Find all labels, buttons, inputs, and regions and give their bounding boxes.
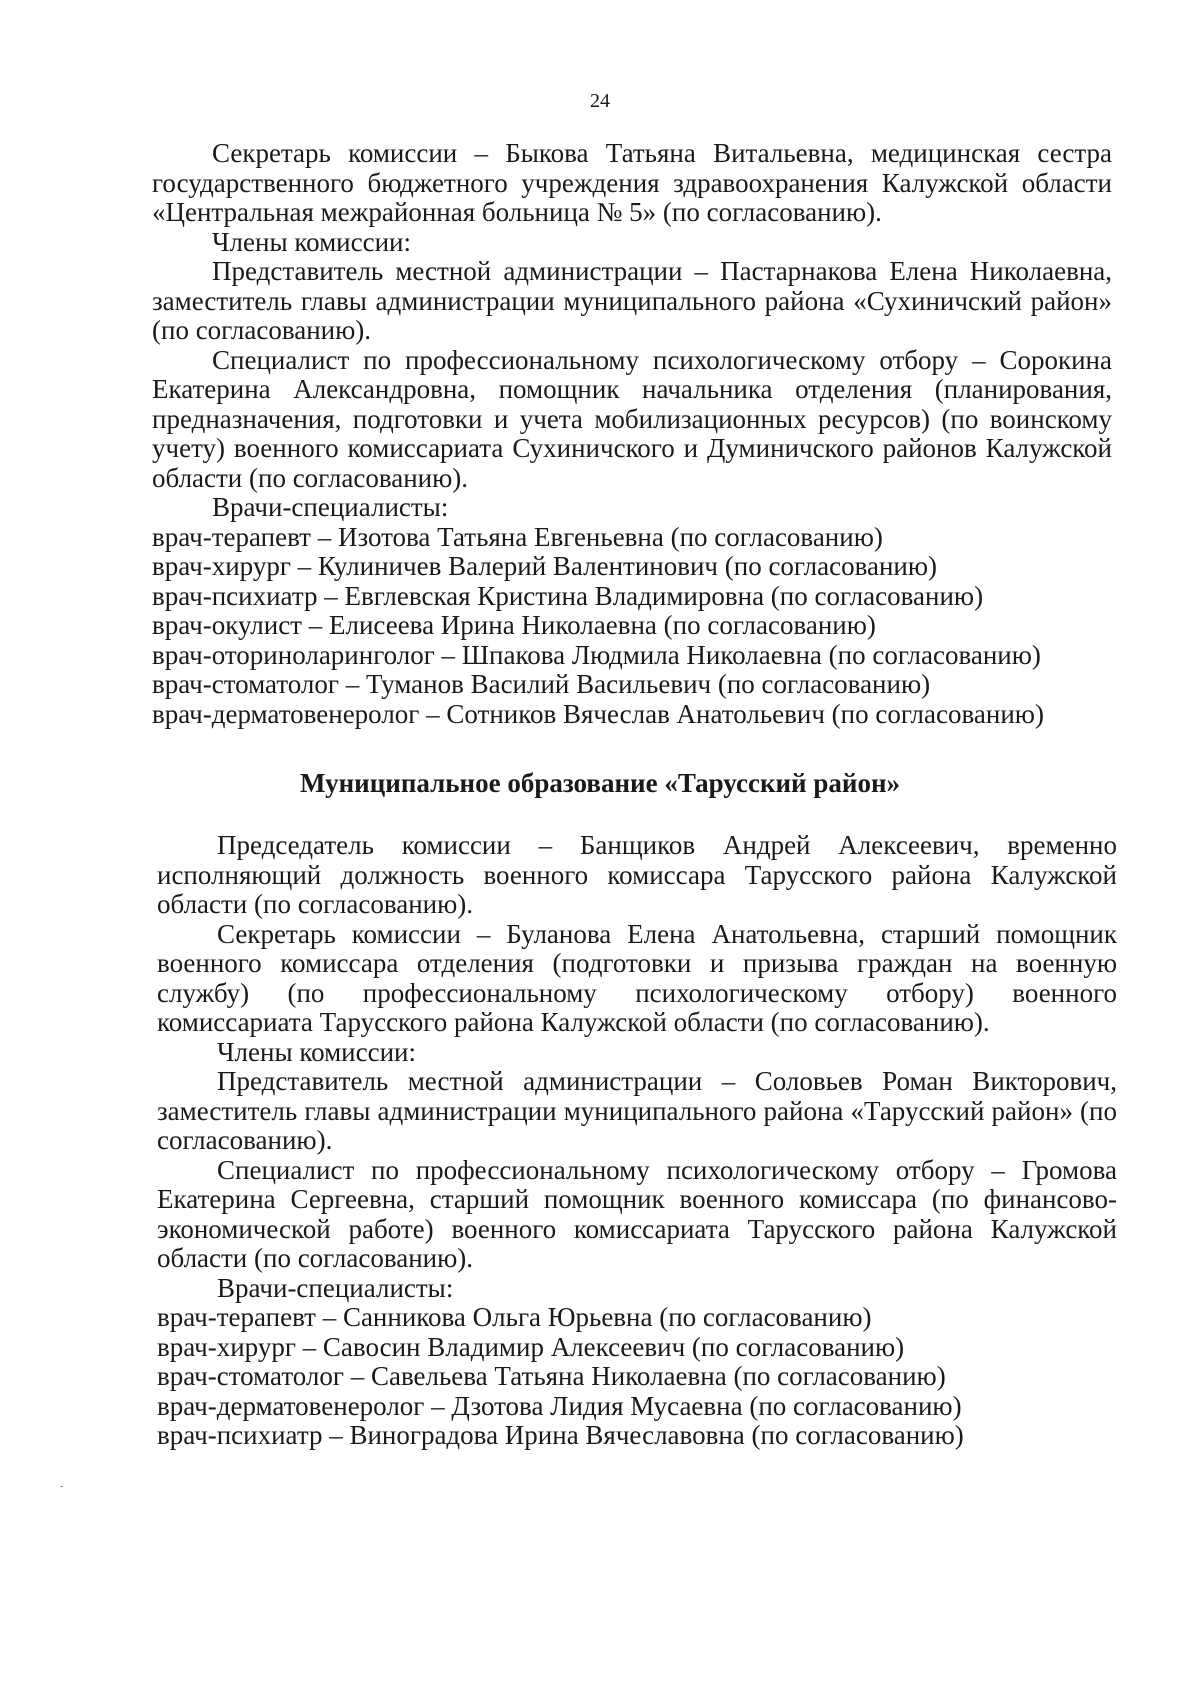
doctor-line: врач-хирург – Савосин Владимир Алексеевич (по согласованию) (157, 1331, 905, 1362)
chairman-paragraph: Председатель комиссии – Банщиков Андрей Алексеевич, временно исполняющий должность военного комиссара Тарусского района Калужской области (по согласованию). (157, 830, 1117, 919)
secretary-paragraph: Секретарь комиссии – Буланова Елена Анатольевна, старший помощник военного комиссара отделения (подготовки и призыва граждан на военную службу) (по профессиональному психологическому отбору) военного комиссариата Тарусского района Калужской области (по согласованию). (157, 918, 1117, 1037)
psychology-specialist-paragraph: Специалист по профессиональному психологическому отбору – Громова Екатерина Сергеевна, старший помощник военного комиссара (по финансово-экономической работе) военного комиссариата Тарусского района Калужской области (по согласованию). (157, 1154, 1117, 1273)
scan-mark (60, 1486, 63, 1487)
administration-representative-paragraph: Представитель местной администрации – Пастарнакова Елена Николаевна, заместитель главы администрации муниципального района «Сухиничский район» (по согласованию). (152, 256, 1112, 345)
page-number: 24 (590, 90, 610, 112)
administration-representative-paragraph: Представитель местной администрации – Соловьев Роман Викторович, заместитель главы администрации муниципального района «Тарусский район» (по согласованию). (157, 1066, 1117, 1155)
secretary-paragraph: Секретарь комиссии – Быкова Татьяна Витальевна, медицинская сестра государственного бюджетного учреждения здравоохранения Калужской области «Центральная межрайонная больница № 5» (по согласованию). (152, 138, 1112, 227)
section-heading-tarusa: Муниципальное образование «Тарусский район» (299, 768, 900, 798)
doctor-line: врач-дерматовенеролог – Дзотова Лидия Мусаевна (по согласованию) (157, 1390, 962, 1421)
psychology-specialist-paragraph: Специалист по профессиональному психологическому отбору – Сорокина Екатерина Александровна, помощник начальника отделения (планирования, предназначения, подготовки и учета мобилизационных ресурсов) (по воинскому учету) военного комиссариата Сухиничского и Думиничского районов Калужской области (по согласованию). (152, 344, 1112, 493)
doctors-label: Врачи-специалисты: (217, 1272, 454, 1303)
section-tarusa (157, 831, 1117, 1451)
section-sukhinichi (152, 139, 1112, 729)
doctor-line: врач-окулист – Елисеева Ирина Николаевна (по согласованию) (152, 610, 876, 640)
doctor-line: врач-терапевт – Санникова Ольга Юрьевна (по согласованию) (157, 1302, 872, 1332)
doctor-line: врач-хирург – Кулиничев Валерий Валентинович (по согласованию) (152, 551, 938, 581)
doctor-line: врач-терапевт – Изотова Татьяна Евгеньевна (по согласованию) (152, 521, 883, 552)
doctors-label: Врачи-специалисты: (212, 492, 449, 522)
doctor-line: врач-стоматолог – Туманов Василий Васильевич (по согласованию) (152, 669, 931, 699)
doctor-line: врач-оториноларинголог – Шпакова Людмила Николаевна (по согласованию) (152, 639, 1041, 670)
doctor-line: врач-психиатр – Виноградова Ирина Вячеславовна (по согласованию) (157, 1420, 964, 1450)
doctor-line: врач-стоматолог – Савельева Татьяна Николаевна (по согласованию) (157, 1361, 946, 1391)
doctor-line: врач-дерматовенеролог – Сотников Вячеслав Анатольевич (по согласованию) (152, 698, 1044, 729)
doctor-line: врач-психиатр – Евглевская Кристина Владимировна (по согласованию) (152, 580, 984, 611)
members-label: Члены комиссии: (217, 1036, 416, 1067)
members-label: Члены комиссии: (212, 226, 411, 257)
